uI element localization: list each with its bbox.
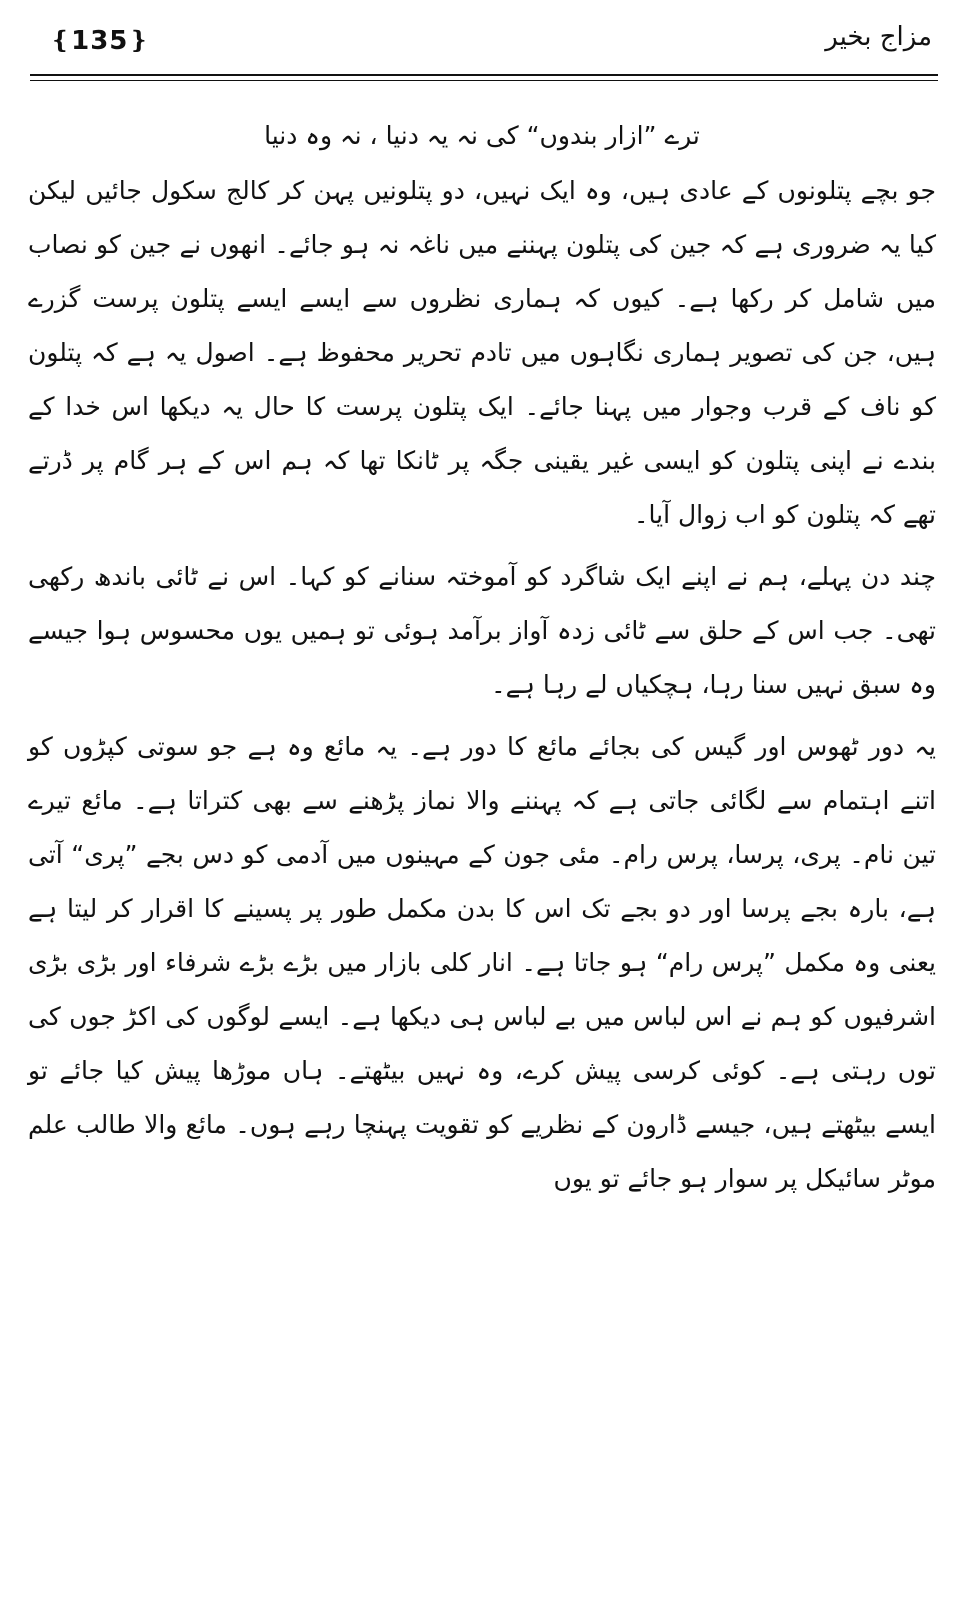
paragraph-3: یہ دور ٹھوس اور گیس کی بجائے مائع کا دور ہے۔ یہ مائع وہ ہے جو سوتی کپڑوں کو اتنے اہتمام سے لگائی جاتی ہے کہ پہننے والا نماز پڑھنے سے بھی کتراتا ہے۔ مائع تیرے تین نام۔ پری، پرسا، پرس رام۔ مئی جون کے مہینوں میں آدمی کو دس بجے ”پری“ آتی ہے، بارہ بجے پرسا اور دو بجے تک اس کا بدن مکمل طور پر پسینے کا اقرار کر لیتا ہے یعنی وہ مکمل ”پرس رام“ ہو جاتا ہے۔ انار کلی بازار میں بڑے بڑے شرفاء اور بڑی بڑی اشرفیوں کو ہم نے اس لباس میں بے لباس ہی دیکھا ہے۔ ایسے لوگوں کی اکڑ جوں کی توں رہتی ہے۔ کوئی کرسی پیش کرے، وہ نہیں بیٹھتے۔ ہاں موڑھا پیش کیا جائے تو ایسے بیٹھتے ہیں، جیسے ڈارون کے نظریے کو تقویت پہنچا رہے ہوں۔ مائع والا طالب علم موٹر سائیکل پر سوار ہو جائے تو یوں xyxy=(28,732,936,1193)
header-rule-thick xyxy=(30,74,938,76)
page-number: ❴135❵ xyxy=(50,26,150,56)
left-ornament-icon: ❴ xyxy=(50,26,72,54)
paragraph-2: چند دن پہلے، ہم نے اپنے ایک شاگرد کو آموختہ سنانے کو کہا۔ اس نے ٹائی باندھ رکھی تھی۔ جب اس کے حلق سے ٹائی زدہ آواز برآمد ہوئی تو ہمیں یوں محسوس ہوا جیسے وہ سبق نہیں سنا رہا، ہچکیاں لے رہا ہے۔ xyxy=(28,562,936,699)
page-header xyxy=(28,22,936,74)
section-heading: ترے ”ازار بندوں“ کی نہ یہ دنیا ، نہ وہ دنیا xyxy=(264,121,700,150)
right-ornament-icon: ❵ xyxy=(128,26,150,54)
page-body xyxy=(28,108,936,1206)
paragraph-1: جو بچے پتلونوں کے عادی ہیں، وہ ایک نہیں، دو پتلونیں پہن کر کالج سکول جائیں لیکن کیا یہ ضروری ہے کہ جین کی پتلون پہننے میں ناغہ نہ ہو جائے۔ انھوں نے جین کو نصاب میں شامل کر رکھا ہے۔ کیوں کہ ہماری نظروں سے ایسے ایسے پتلون پرست گزرے ہیں، جن کی تصویر ہماری نگاہوں میں تادم تحریر محفوظ ہے۔ اصول یہ ہے کہ پتلون کو ناف کے قرب وجوار میں پہنا جائے۔ ایک پتلون پرست کا حال یہ دیکھا اس خدا کے بندے نے اپنی پتلون کو ایسی غیر یقینی جگہ پر ٹانکا تھا کہ ہم اس کے ہر گام پر ڈرتے تھے کہ پتلون کو اب زوال آیا۔ xyxy=(28,176,936,529)
header-rule-thin xyxy=(30,80,938,81)
book-title: مزاج بخیر xyxy=(825,22,932,52)
